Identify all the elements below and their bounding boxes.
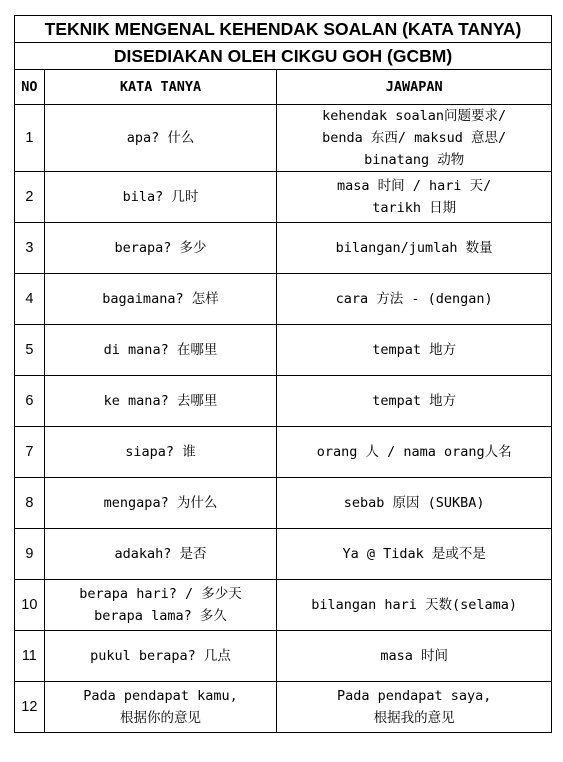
question-cell — [44, 631, 277, 682]
row-number: 10 — [15, 580, 45, 631]
answer-line: tempat 地方 — [372, 393, 457, 409]
answer-line: bilangan/jumlah 数量 — [335, 240, 493, 256]
table-row — [15, 427, 552, 478]
table-row — [15, 172, 552, 223]
row-number: 6 — [15, 376, 45, 427]
question-cell — [44, 529, 277, 580]
question-line: bagaimana? 怎样 — [102, 291, 219, 307]
row-number: 4 — [15, 274, 45, 325]
answer-cell — [277, 223, 552, 274]
table-row — [15, 325, 552, 376]
question-line: 根据你的意见 — [120, 710, 201, 726]
question-cell — [44, 172, 277, 223]
table-row — [15, 529, 552, 580]
question-line: mengapa? 为什么 — [103, 495, 218, 511]
answer-cell — [277, 478, 552, 529]
table-row — [15, 105, 552, 172]
table-row — [15, 478, 552, 529]
answer-line: orang 人 / nama orang人名 — [316, 444, 512, 460]
table-row — [15, 223, 552, 274]
question-line: berapa lama? 多久 — [94, 608, 227, 624]
answer-cell — [277, 376, 552, 427]
answer-cell — [277, 682, 552, 733]
table-body — [15, 105, 552, 733]
answer-line: binatang 动物 — [364, 152, 465, 168]
question-line: adakah? 是否 — [114, 546, 207, 562]
question-cell — [44, 427, 277, 478]
answer-line: tarikh 日期 — [372, 200, 457, 216]
answer-line: Ya @ Tidak 是或不是 — [342, 546, 486, 562]
question-line: Pada pendapat kamu, — [83, 688, 238, 704]
answer-cell — [277, 105, 552, 172]
answer-line: sebab 原因 (SUKBA) — [343, 495, 485, 511]
row-number: 8 — [15, 478, 45, 529]
row-number: 11 — [15, 631, 45, 682]
header-jawapan: JAWAPAN — [277, 70, 552, 105]
answer-cell — [277, 325, 552, 376]
row-number: 5 — [15, 325, 45, 376]
row-number: 9 — [15, 529, 45, 580]
row-number: 7 — [15, 427, 45, 478]
table-row — [15, 682, 552, 733]
table-row — [15, 376, 552, 427]
row-number: 3 — [15, 223, 45, 274]
answer-line: kehendak soalan问题要求/ — [322, 108, 507, 124]
question-line: bila? 几时 — [122, 189, 199, 205]
question-line: berapa? 多少 — [114, 240, 207, 256]
row-number: 2 — [15, 172, 45, 223]
answer-line: masa 时间 — [380, 648, 448, 664]
answer-line: cara 方法 - (dengan) — [335, 291, 493, 307]
question-cell — [44, 274, 277, 325]
question-line: siapa? 谁 — [125, 444, 196, 460]
question-cell — [44, 105, 277, 172]
row-number: 12 — [15, 682, 45, 733]
answer-cell — [277, 580, 552, 631]
question-line: di mana? 在哪里 — [103, 342, 218, 358]
answer-cell — [277, 274, 552, 325]
answer-cell — [277, 631, 552, 682]
answer-line: tempat 地方 — [372, 342, 457, 358]
table-row — [15, 274, 552, 325]
question-words-table — [14, 15, 552, 733]
question-cell — [44, 376, 277, 427]
header-kata-tanya: KATA TANYA — [44, 70, 277, 105]
table-row — [15, 631, 552, 682]
answer-line: benda 东西/ maksud 意思/ — [322, 130, 507, 146]
question-cell — [44, 223, 277, 274]
question-cell — [44, 478, 277, 529]
answer-line: bilangan hari 天数(selama) — [311, 597, 518, 613]
header-no: NO — [15, 70, 45, 105]
row-number: 1 — [15, 105, 45, 172]
question-cell — [44, 325, 277, 376]
table-title: TEKNIK MENGENAL KEHENDAK SOALAN (KATA TANYA) — [15, 16, 552, 43]
question-line: apa? 什么 — [126, 130, 195, 146]
answer-cell — [277, 427, 552, 478]
answer-line: 根据我的意见 — [373, 710, 455, 726]
question-line: berapa hari? / 多少天 — [79, 586, 242, 602]
answer-line: Pada pendapat saya, — [336, 688, 492, 704]
table-row — [15, 580, 552, 631]
question-line: pukul berapa? 几点 — [90, 648, 231, 664]
answer-line: masa 时间 / hari 天/ — [337, 178, 492, 194]
question-cell — [44, 580, 277, 631]
question-line: ke mana? 去哪里 — [103, 393, 218, 409]
question-cell — [44, 682, 277, 733]
answer-cell — [277, 529, 552, 580]
answer-cell — [277, 172, 552, 223]
table-subtitle: DISEDIAKAN OLEH CIKGU GOH (GCBM) — [15, 43, 552, 70]
